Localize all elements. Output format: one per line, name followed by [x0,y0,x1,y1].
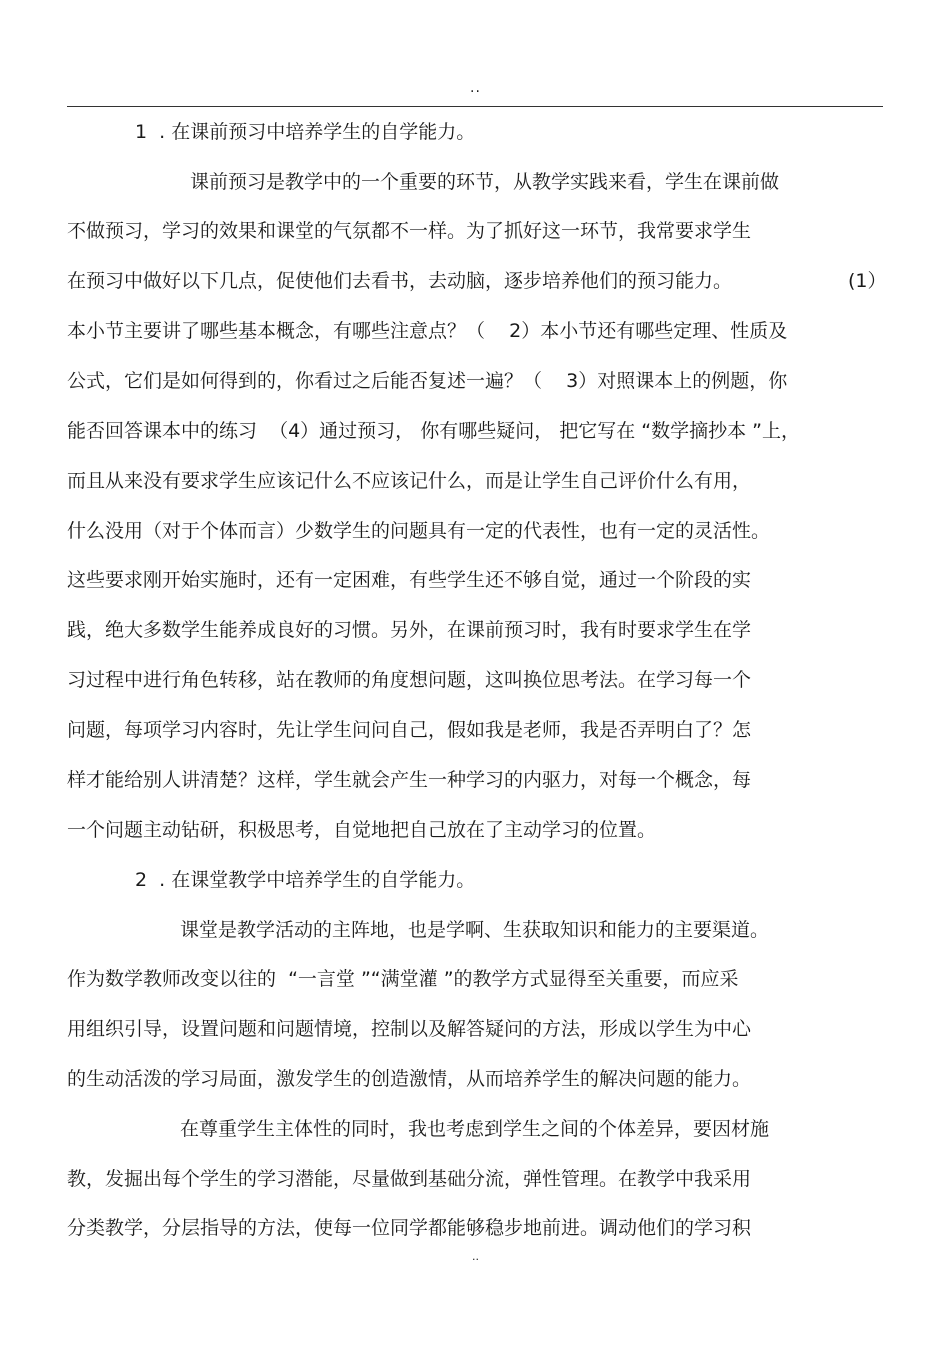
text-line: 而且从来没有要求学生应该记什么不应该记什么，而是让学生自己评价什么有用， [67,470,752,492]
text-line: 问题，每项学习内容时，先让学生问问自己，假如我是老师，我是否弄明白了？怎 [67,719,752,741]
text-line: 这些要求刚开始实施时，还有一定困难，有些学生还不够自觉，通过一个阶段的实 [67,569,752,591]
text-line: 课堂是教学活动的主阵地，也是学啊、生获取知识和能力的主要渠道。 [180,919,770,941]
text-line: 在尊重学生主体性的同时，我也考虑到学生之间的个体差异，要因材施 [180,1118,770,1140]
text-line: 课前预习是教学中的一个重要的环节，从教学实践来看，学生在课前做 [190,171,780,193]
text-line: 践，绝大多数学生能养成良好的习惯。另外，在课前预习时，我有时要求学生在学 [67,619,752,641]
text-line: 公式，它们是如何得到的，你看过之后能否复述一遍？（ 3）对照课本上的例题，你 [67,370,788,392]
text-line: 习过程中进行角色转移，站在教师的角度想问题，这叫换位思考法。在学习每一个 [67,669,752,691]
text-line: 分类教学，分层指导的方法，使每一位同学都能够稳步地前进。调动他们的学习积 [67,1217,752,1239]
text-line: 2 . 在课堂教学中培养学生的自学能力。 [135,869,476,891]
text-line: (1） [848,270,887,292]
text-line: 作为数学教师改变以往的 “一言堂 ”“满堂灌 ”的教学方式显得至关重要，而应采 [67,968,739,990]
text-line: 一个问题主动钻研，积极思考，自觉地把自己放在了主动学习的位置。 [67,819,657,841]
text-line: 样才能给别人讲清楚？这样，学生就会产生一种学习的内驱力，对每一个概念，每 [67,769,752,791]
text-line: 1 . 在课前预习中培养学生的自学能力。 [135,121,476,143]
text-line: 什么没用（对于个体而言）少数学生的问题具有一定的代表性，也有一定的灵活性。 [67,520,771,542]
text-line: 在预习中做好以下几点，促使他们去看书，去动脑，逐步培养他们的预习能力。 [67,270,733,292]
text-line: 用组织引导，设置问题和问题情境，控制以及解答疑问的方法，形成以学生为中心 [67,1018,752,1040]
text-line: 能否回答课本中的练习 （4）通过预习， 你有哪些疑问， 把它写在 “数学摘抄本 ”上， [67,420,801,442]
text-line: 本小节主要讲了哪些基本概念，有哪些注意点？（ 2）本小节还有哪些定理、性质及 [67,320,788,342]
text-line: 教，发掘出每个学生的学习潜能，尽量做到基础分流，弹性管理。在教学中我采用 [67,1168,752,1190]
text-line: 的生动活泼的学习局面，激发学生的创造激情，从而培养学生的解决问题的能力。 [67,1068,752,1090]
header-rule [67,106,883,107]
footer-mark: .. [472,1250,479,1263]
text-line: 不做预习，学习的效果和课堂的气氛都不一样。为了抓好这一环节，我常要求学生 [67,220,752,242]
header-mark: .. [470,80,481,96]
